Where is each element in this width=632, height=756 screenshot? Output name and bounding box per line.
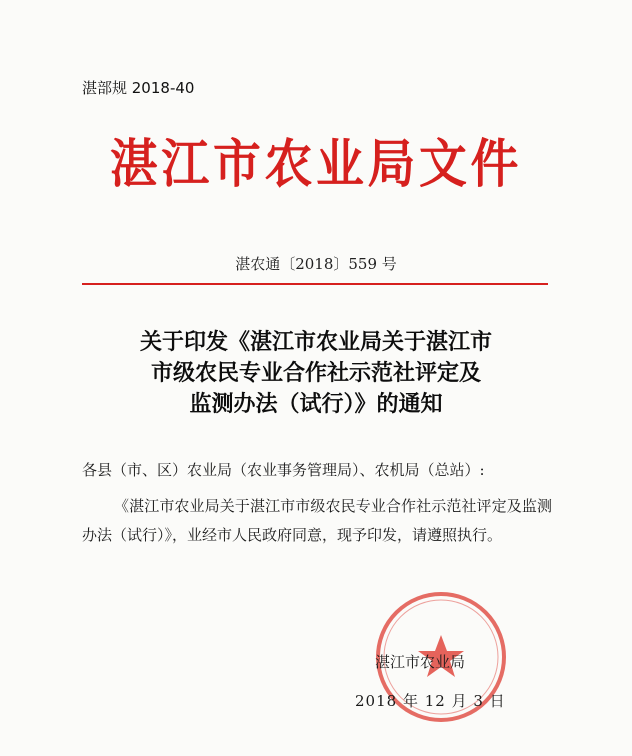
notice-title <box>0 327 632 420</box>
body-paragraph: 《湛江市农业局关于湛江市市级农民专业合作社示范社评定及监测办法（试行）》，业经市人民政府同意，现予印发，请遵照执行。 <box>82 497 552 544</box>
document-number: 湛农通〔2018〕559 号 <box>235 255 397 273</box>
masthead-title: 湛江市农业局文件 <box>109 135 523 195</box>
title-line-3: 监测办法（试行）》的通知 <box>189 391 443 417</box>
title-line-1: 关于印发《湛江市农业局关于湛江市 <box>139 329 492 355</box>
document-code: 湛部规 2018-40 <box>82 79 195 97</box>
issuer-name: 湛江市农业局 <box>375 653 466 671</box>
red-divider-line <box>82 283 548 285</box>
title-line-2: 市级农民专业合作社示范社评定及 <box>150 360 481 386</box>
issue-date: 2018 年 12 月 3 日 <box>355 692 506 710</box>
addressee-line: 各县（市、区）农业局（农业事务管理局）、农机局（总站）: <box>82 461 485 479</box>
